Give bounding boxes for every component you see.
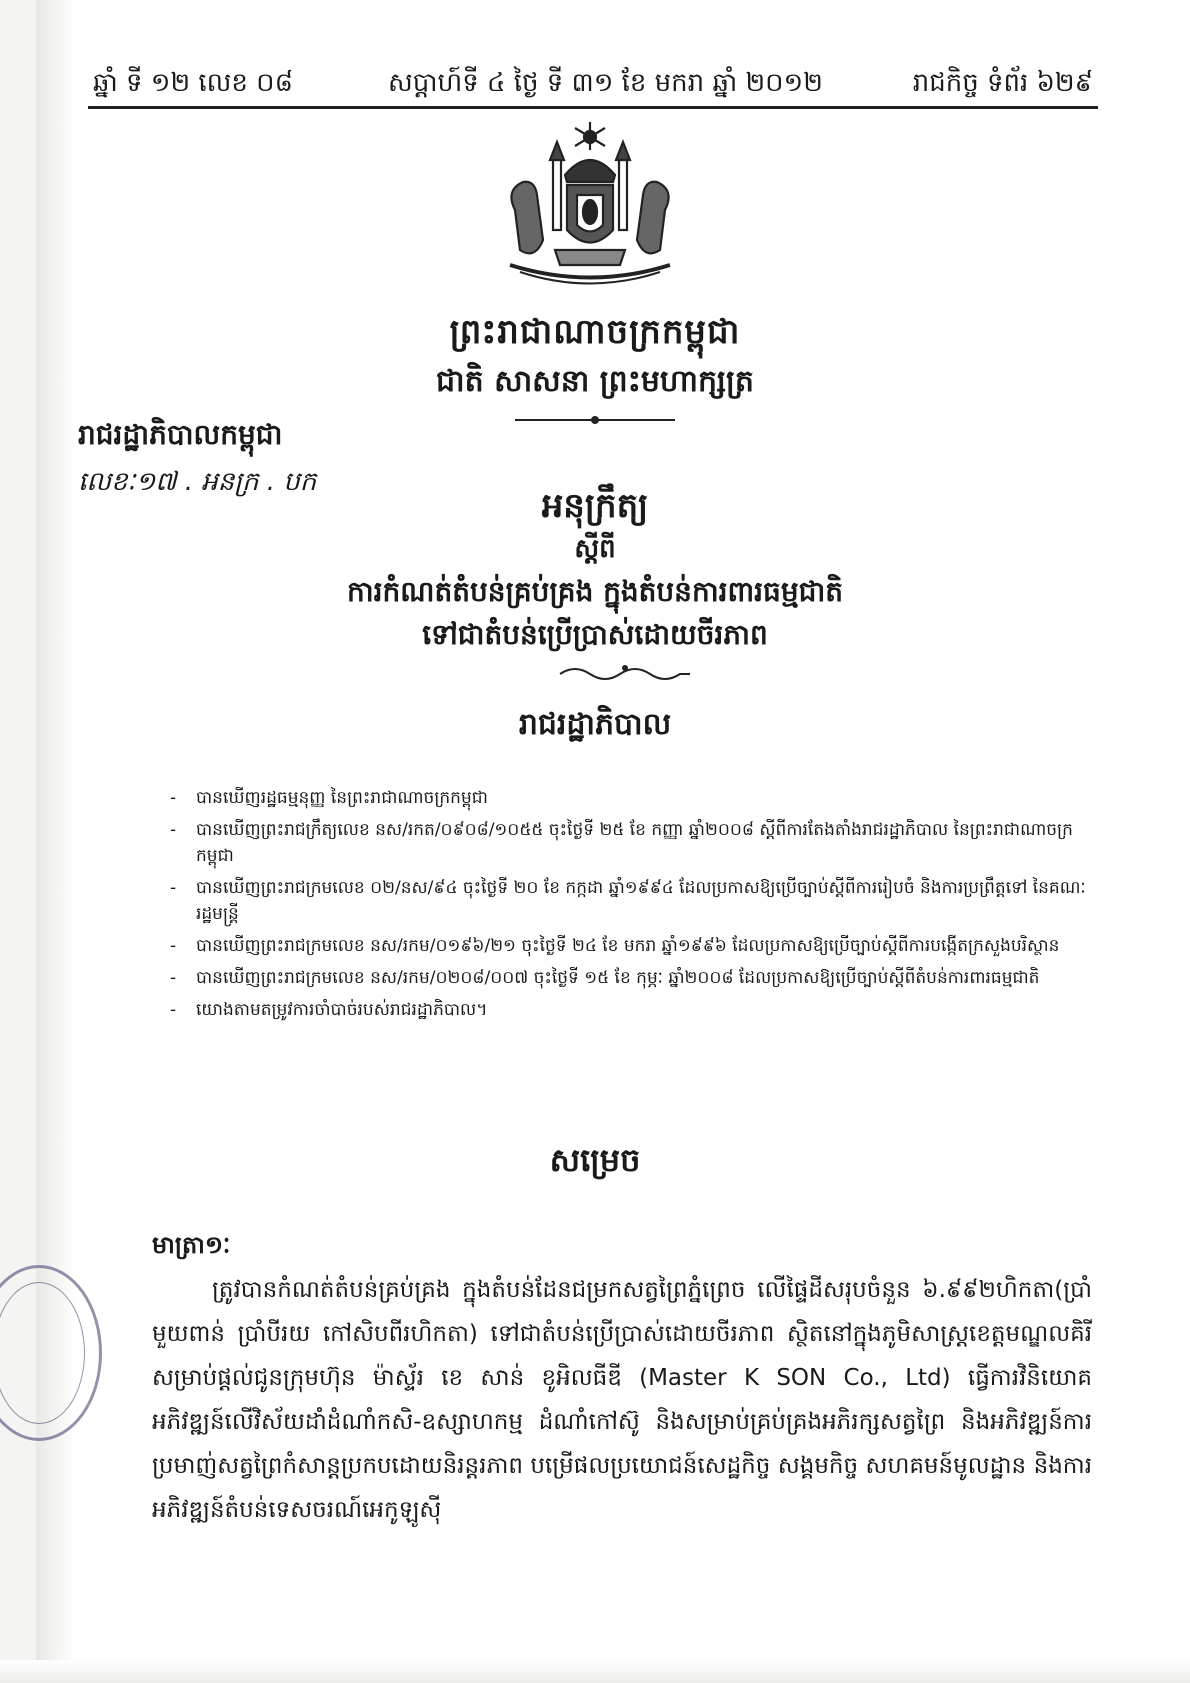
- list-item: - យោងតាមតម្រូវការចាំបាច់របស់រាជរដ្ឋាភិបាល។: [170, 997, 1090, 1023]
- article-1-body: ត្រូវបានកំណត់តំបន់គ្រប់គ្រង ក្នុងតំបន់ដែនជម្រកសត្វព្រៃភ្នំព្រេច លើផ្ទៃដីសរុបចំនួន ៦.៩៩២ហិកតា(ប្រាំមួយពាន់ ប្រាំបីរយ កៅសិបពីរហិកតា) ទៅជាតំបន់ប្រើប្រាស់ដោយចីរភាព ស្ថិតនៅក្នុងភូមិសាស្ត្រខេត្តមណ្ឌលគិរី សម្រាប់ផ្តល់ជូនក្រុមហ៊ុន ម៉ាស្ទ័រ ខេ សាន់ ខូអិលធីឌី (Master K SON Co., Ltd) ធ្វើការវិនិយោគអភិវឌ្ឍន៍លើវិស័យដាំដំណាំកសិ-ឧស្សាហកម្ម ដំណាំកៅស៊ូ និងសម្រាប់គ្រប់គ្រងអភិរក្សសត្វព្រៃ និងអភិវឌ្ឍន៍ការប្រមាញ់សត្វព្រៃកំសាន្តប្រកបដោយនិរន្តរភាព បម្រើផលប្រយោជន៍សេដ្ឋកិច្ច សង្គមកិច្ច សហគមន៍មូលដ្ឋាន និងការអភិវឌ្ឍន៍តំបន់ទេសចរណ៍អេកូឡូស៊ី: [152, 1277, 1092, 1523]
- list-item: - បានឃើញព្រះរាជក្រមលេខ នស/រកម/០២០៨/០០៧ ចុះថ្ងៃទី ១៥ ខែ កុម្ភៈ ឆ្នាំ២០០៨ ដែលប្រកាសឱ្យប្រើច្បាប់ស្តីពីតំបន់ការពារធម្មជាតិ: [170, 965, 1090, 991]
- title-ornament-icon: [555, 660, 695, 684]
- list-item: - បានឃើញរដ្ឋធម្មនុញ្ញ នៃព្រះរាជាណាចក្រកម្ពុជា: [170, 785, 1090, 811]
- gazette-date: សប្តាហ៍ទី ៤ ថ្ងៃ ទី ៣១ ខែ មករា ឆ្នាំ ២០១២: [388, 68, 823, 98]
- reference-number: លេខៈ១៧ . អនក្រ . បក: [78, 467, 317, 497]
- considerations-list: [170, 785, 1090, 1029]
- issuer-heading: រាជរដ្ឋាភិបាល: [518, 707, 672, 742]
- divider-ornament-icon: [515, 410, 675, 430]
- document-type: អនុក្រឹត្យ: [541, 486, 649, 526]
- gazette-header: [93, 66, 1093, 106]
- decision-heading: សម្រេច: [549, 1141, 641, 1179]
- gazette-page: រាជកិច្ច ទំព័រ ៦២៩: [912, 68, 1093, 98]
- list-item: - បានឃើញព្រះរាជក្រមលេខ នស/រកម/០១៩៦/២១ ចុះថ្ងៃទី ២៤ ខែ មករា ឆ្នាំ១៩៩៦ ដែលប្រកាសឱ្យប្រើច្បាប់ស្តីពីការបង្កើតក្រសួងបរិស្ថាន: [170, 933, 1090, 959]
- header-divider: [88, 106, 1098, 109]
- kingdom-name: ព្រះរាជាណាចក្រកម្ពុជា: [449, 312, 741, 352]
- royal-coat-of-arms-icon: [495, 120, 685, 295]
- list-item: - បានឃើញព្រះរាជក្រឹត្យលេខ នស/រកត/០៩០៨/១០៥៥ ចុះថ្ងៃទី ២៥ ខែ កញ្ញា ឆ្នាំ២០០៨ ស្តីពីការតែងតាំងរាជរដ្ឋាភិបាល នៃព្រះរាជាណាចក្រកម្ពុជា: [170, 817, 1090, 869]
- national-motto: ជាតិ សាសនា ព្រះមហាក្សត្រ: [436, 364, 754, 399]
- official-seal-stamp: [0, 1265, 102, 1441]
- list-item: - បានឃើញព្រះរាជក្រមលេខ ០២/នស/៩៤ ចុះថ្ងៃទី ២០ ខែ កក្កដា ឆ្នាំ១៩៩៤ ដែលប្រកាសឱ្យប្រើច្បាប់ស្តីពីការរៀបចំ និងការប្រព្រឹត្តទៅ នៃគណៈរដ្ឋមន្ត្រី: [170, 875, 1090, 927]
- scan-bottom-edge: [0, 1660, 1190, 1683]
- article-1-heading: មាត្រា១ៈ: [152, 1231, 231, 1259]
- title-line-2: ទៅជាតំបន់ប្រើប្រាស់ដោយចីរភាព: [422, 618, 768, 651]
- title-about: ស្តីពី: [574, 534, 616, 564]
- government-label: រាជរដ្ឋាភិបាលកម្ពុជា: [78, 418, 283, 451]
- gazette-issue: ឆ្នាំ ទី ១២ លេខ ០៨: [93, 68, 294, 98]
- title-line-1: ការកំណត់តំបន់គ្រប់គ្រង ក្នុងតំបន់ការពារធម្មជាតិ: [346, 575, 844, 608]
